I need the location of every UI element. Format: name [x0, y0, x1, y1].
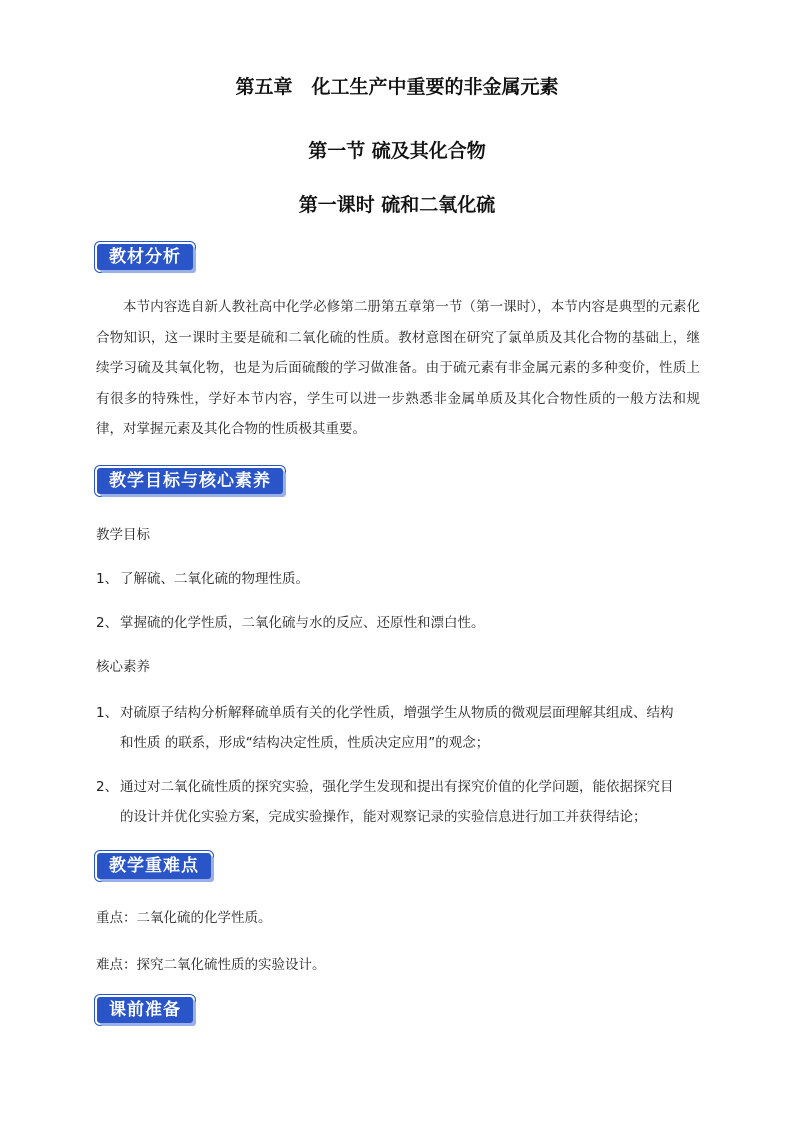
lesson-title: 第一课时 硫和二氧化硫 — [298, 194, 496, 216]
lit-2-text-b: 的设计并优化实验方案，完成实验操作，能对观察记录的实验信息进行加工并获得结论； — [120, 809, 647, 825]
keypoints-badge: 教学重难点 — [97, 853, 211, 879]
literacy-item-2 — [96, 775, 674, 795]
lit-2-text-a: 通过对二氧化硫性质的探究实验，强化学生发现和提出有探究价值的化学问题，能依据探究目 — [120, 779, 674, 795]
lit-2-number: 2、 — [96, 779, 119, 795]
key-point: 重点：二氧化硫的化学性质。 — [96, 910, 272, 926]
goal-1-number: 1、 — [96, 571, 119, 587]
analysis-paragraph: 本节内容选自新人教社高中化学必修第二册第五章第一节（第一课时），本节内容是典型的元素化合物知识，这一课时主要是硫和二氧化硫的性质。教材意图在研究了氯单质及其化合物的基础上，继续学习硫及其氧化物，也是为后面硫酸的学习做准备。由于硫元素有非金属元素的多种变价，性质上有很多的特殊性，学好本节内容，学生可以进一步熟悉非金属单质及其化合物性质的一般方法和规律，对掌握元素及其化合物的性质极其重要。 — [96, 299, 700, 437]
goal-2-text: 掌握硫的化学性质，二氧化硫与水的反应、还原性和漂白性。 — [120, 615, 485, 631]
goal-item-1 — [96, 567, 309, 587]
literacy-label: 核心素养 — [96, 659, 150, 675]
prep-badge: 课前准备 — [97, 997, 193, 1023]
goal-item-2 — [96, 611, 485, 631]
section-title: 第一节 硫及其化合物 — [308, 140, 486, 162]
difficult-point: 难点：探究二氧化硫性质的实验设计。 — [96, 957, 326, 973]
lit-1-text-b: 和性质 的联系，形成“结构决定性质，性质决定应用”的观念； — [120, 735, 490, 751]
lit-1-text-a: 对硫原子结构分析解释硫单质有关的化学性质，增强学生从物质的微观层面理解其组成、结构 — [120, 705, 674, 721]
literacy-item-1 — [96, 701, 674, 721]
analysis-badge: 教材分析 — [97, 244, 193, 270]
goals-badge: 教学目标与核心素养 — [97, 468, 283, 494]
goal-2-number: 2、 — [96, 615, 119, 631]
chapter-title: 第五章 化工生产中重要的非金属元素 — [235, 76, 559, 98]
goal-1-text: 了解硫、二氧化硫的物理性质。 — [120, 571, 309, 587]
lit-1-number: 1、 — [96, 705, 119, 721]
goals-label: 教学目标 — [96, 527, 150, 543]
